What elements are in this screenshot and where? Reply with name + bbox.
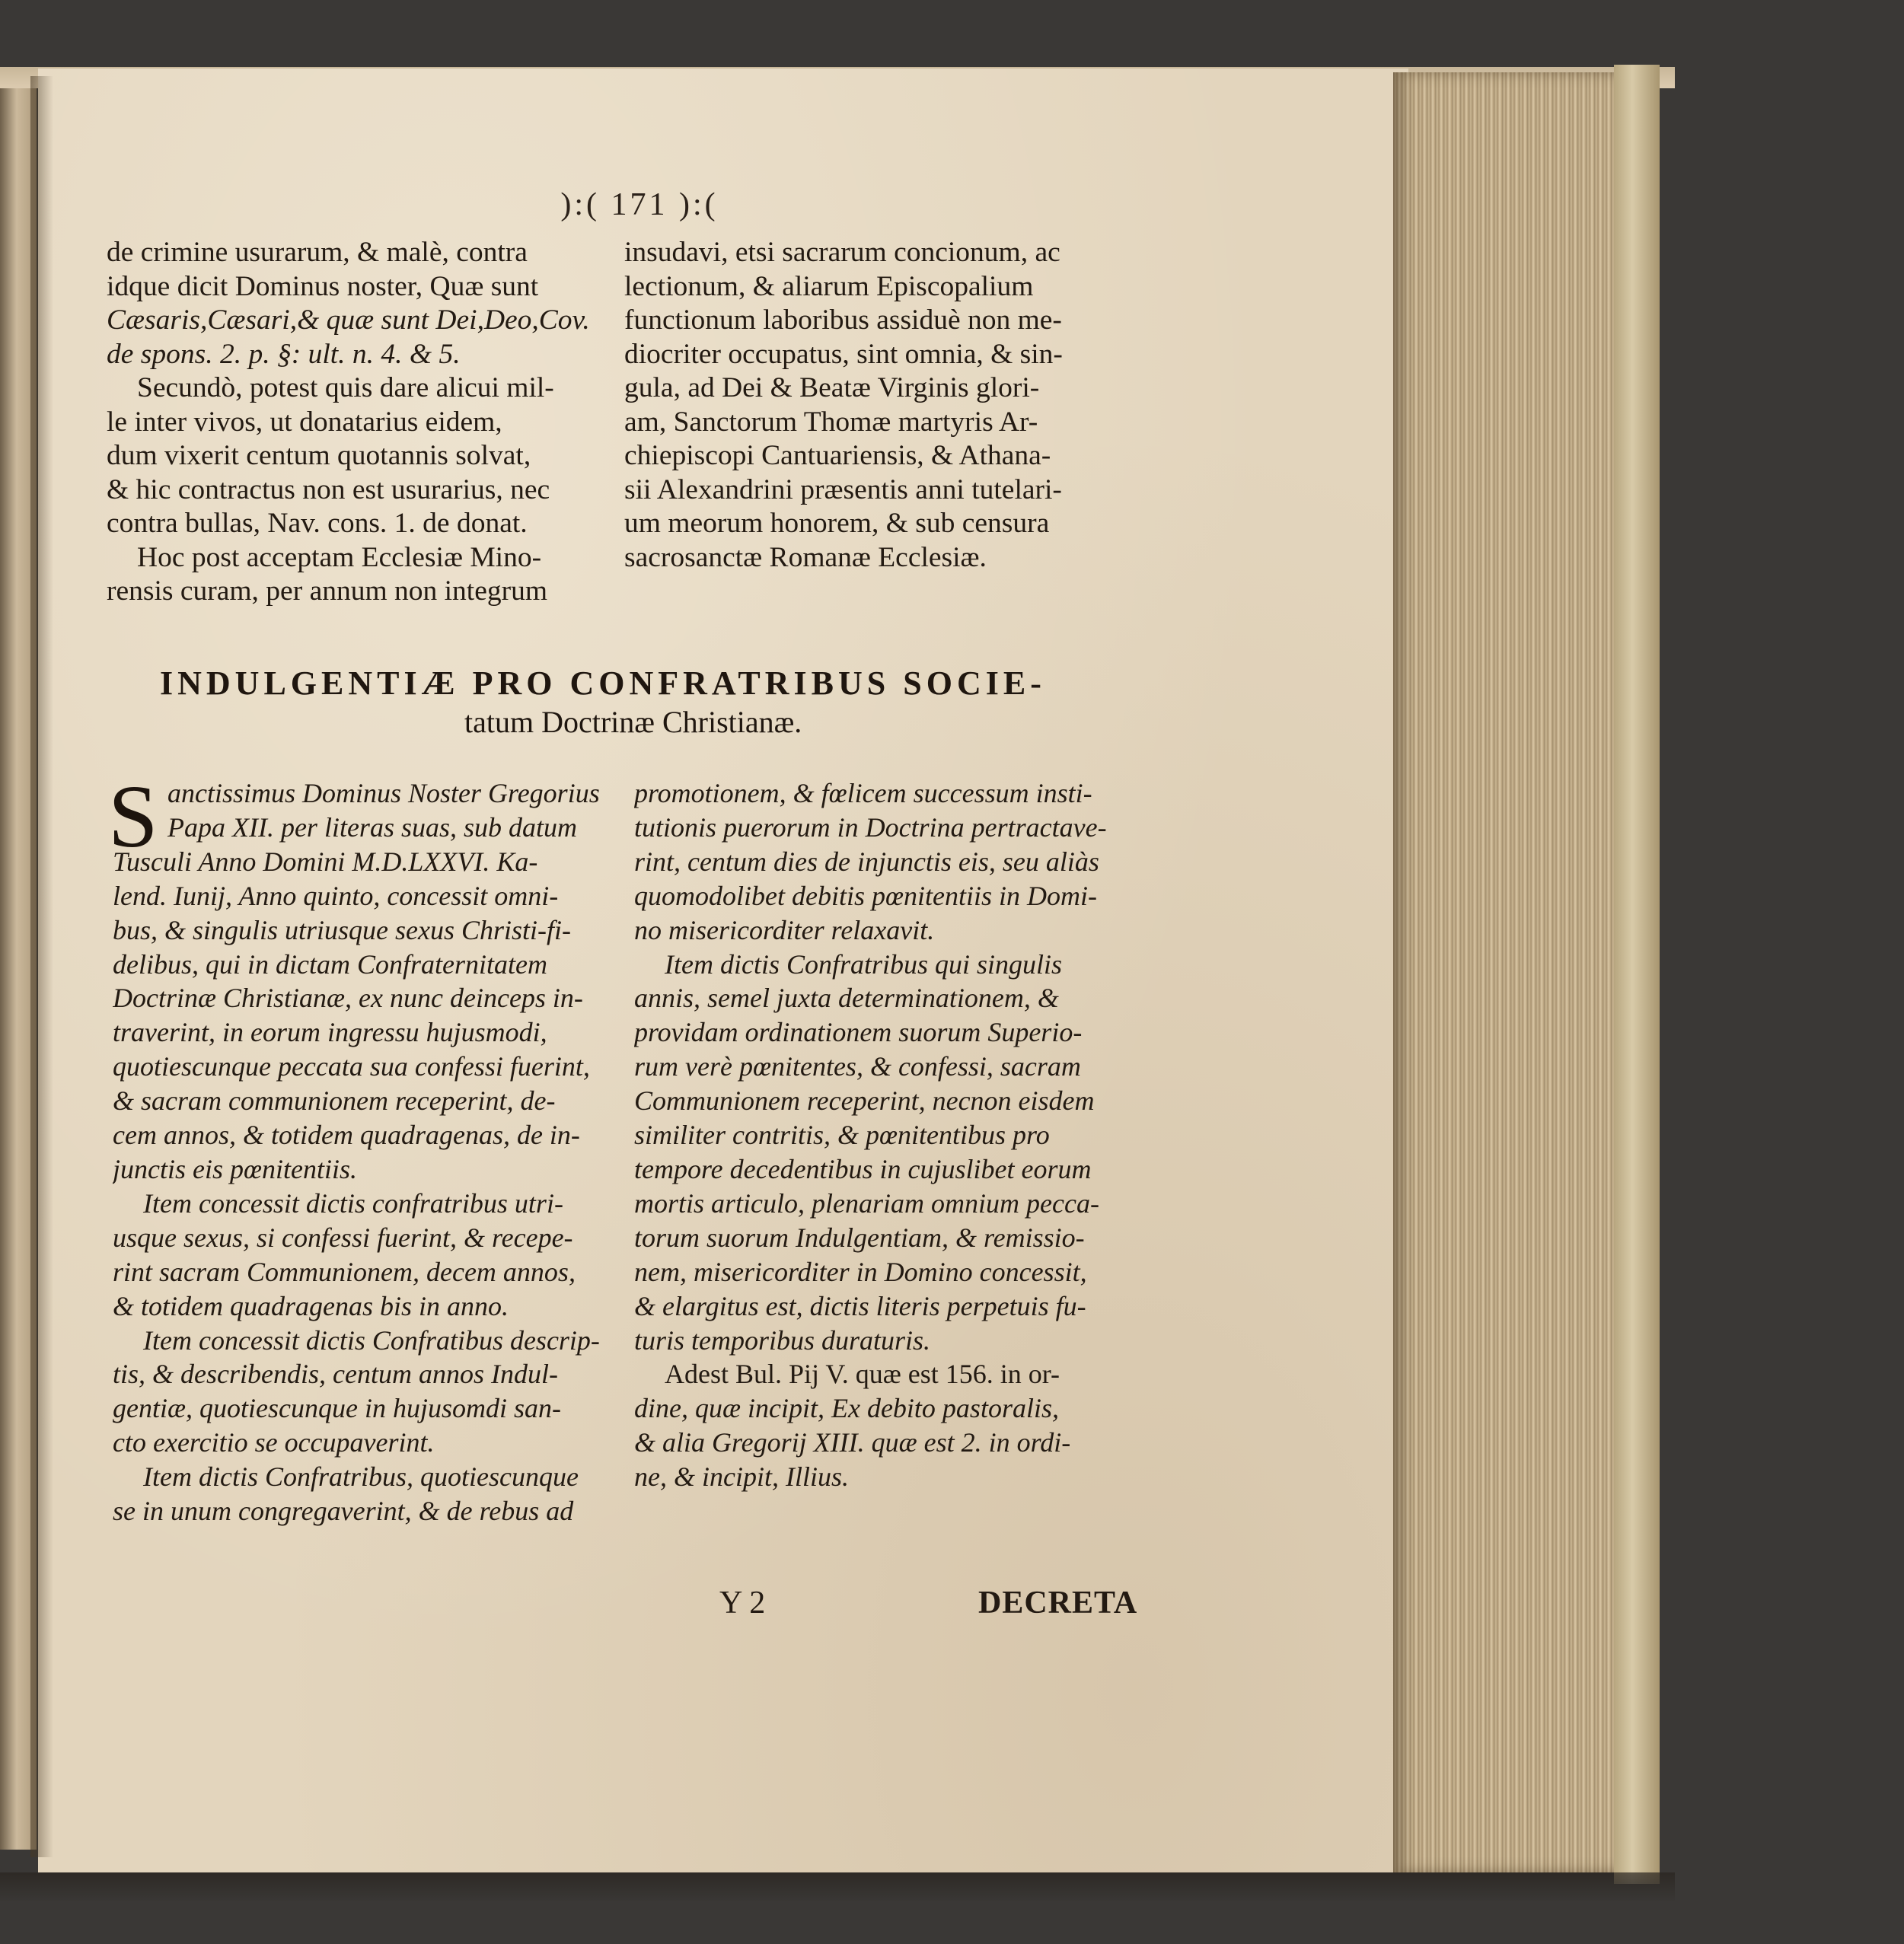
text-line: anctissimus Dominus Noster Gregorius: [167, 778, 600, 808]
text-column-bottom-left: [113, 776, 615, 1528]
text-line: idque dicit Dominus noster, Quæ sunt: [107, 270, 539, 302]
text-column-top-left: [107, 236, 613, 609]
text-line: & elargitus est, dictis literis perpetuis fu-: [634, 1290, 1086, 1321]
text-line: gentiæ, quotiescunque in hujusomdi san-: [113, 1393, 561, 1424]
text-line: Secundò, potest quis dare alicui mil-: [137, 372, 554, 403]
text-line: rint sacram Communionem, decem annos,: [113, 1256, 576, 1287]
text-line: usque sexus, si confessi fuerint, & recepe-: [113, 1222, 573, 1253]
text-line: diocriter occupatus, sint omnia, & sin-: [624, 338, 1063, 370]
section-subheading: tatum Doctrinæ Christianæ.: [464, 705, 802, 739]
text-line: Item dictis Confratribus qui singulis: [665, 948, 1063, 980]
text-line: um meorum honorem, & sub censura: [624, 508, 1050, 539]
text-line: Communionem receperint, necnon eisdem: [634, 1085, 1095, 1117]
text-line: Item concessit dictis confratribus utri-: [143, 1187, 563, 1219]
text-line: bus, & singulis utriusque sexus Christi-fi-: [113, 914, 572, 945]
text-line: & alia Gregorij XIII. quæ est 2. in ordi-: [634, 1427, 1071, 1458]
text-line: torum suorum Indulgentiam, & remissio-: [634, 1222, 1085, 1253]
text-line: de crimine usurarum, & malè, contra: [107, 237, 528, 268]
text-line: sacrosanctæ Romanæ Ecclesiæ.: [624, 541, 987, 573]
text-line: dine, quæ incipit, Ex debito pastoralis,: [634, 1393, 1059, 1424]
text-line: & sacram communionem receperint, de-: [113, 1085, 556, 1117]
text-column-top-right: [624, 236, 1127, 575]
text-line: delibus, qui in dictam Confraternitatem: [113, 948, 547, 980]
text-line: cem annos, & totidem quadragenas, de in-: [113, 1120, 580, 1151]
text-line: tutionis puerorum in Doctrina pertractave-: [634, 811, 1107, 843]
text-line: junctis eis pœnitentiis.: [113, 1153, 357, 1184]
text-line: lend. Iunij, Anno quinto, concessit omni-: [113, 880, 559, 911]
text-line: le inter vivos, ut donatarius eidem,: [107, 406, 502, 438]
text-line: rint, centum dies de injunctis eis, seu aliàs: [634, 846, 1099, 877]
text-column-bottom-right: [634, 776, 1144, 1494]
text-line: Papa XII. per literas suas, sub datum: [167, 811, 577, 843]
text-line: providam ordinationem suorum Superio-: [634, 1017, 1083, 1048]
text-line: chiepiscopi Cantuariensis, & Athana-: [624, 440, 1051, 471]
text-line: se in unum congregaverint, & de rebus ad: [113, 1496, 574, 1527]
text-line: similiter contritis, & pœnitentibus pro: [634, 1120, 1050, 1151]
text-line: mortis articulo, plenariam omnium pecca-: [634, 1187, 1099, 1219]
text-line: tis, & describendis, centum annos Indul-: [113, 1359, 558, 1390]
running-head-page-number: ):( 171 ):(: [560, 187, 719, 222]
text-line: gula, ad Dei & Beatæ Virginis glori-: [624, 372, 1040, 403]
text-line: cto exercitio se occupaverint.: [113, 1427, 435, 1458]
signature-mark: Y 2: [719, 1585, 766, 1621]
catchword: DECRETA: [978, 1585, 1138, 1621]
text-line: traverint, in eorum ingressu hujusmodi,: [113, 1017, 547, 1048]
cover-edge: [1614, 65, 1660, 1884]
text-line: insudavi, etsi sacrarum concionum, ac: [624, 237, 1060, 268]
text-line: lectionum, & aliarum Episcopalium: [624, 270, 1034, 302]
text-line: Hoc post acceptam Ecclesiæ Mino-: [137, 541, 542, 573]
text-line: functionum laboribus assiduè non me-: [624, 304, 1062, 336]
text-line: rum verè pœnitentes, & confessi, sacram: [634, 1051, 1081, 1082]
text-line: Doctrinæ Christianæ, ex nunc deinceps in-: [113, 983, 583, 1014]
text-line: dum vixerit centum quotannis solvat,: [107, 440, 531, 471]
text-line: Adest Bul. Pij V. quæ est 156. in or-: [665, 1359, 1060, 1390]
text-line: rensis curam, per annum non integrum: [107, 575, 548, 607]
text-line: & totidem quadragenas bis in anno.: [113, 1290, 509, 1321]
text-line: de spons. 2. p. §: ult. n. 4. & 5.: [107, 338, 461, 370]
text-line: quomodolibet debitis pœnitentiis in Domi-: [634, 880, 1097, 911]
text-line: no misericorditer relaxavit.: [634, 914, 935, 945]
text-line: Item concessit dictis Confratibus descrip-: [143, 1324, 600, 1356]
text-line: Item dictis Confratribus, quotiescunque: [143, 1461, 579, 1493]
text-line: am, Sanctorum Thomæ martyris Ar-: [624, 406, 1038, 438]
text-line: promotionem, & fœlicem successum insti-: [634, 778, 1092, 808]
drop-capital: S: [108, 766, 158, 866]
page-gutter: [30, 76, 53, 1857]
text-line: contra bullas, Nav. cons. 1. de donat.: [107, 508, 528, 539]
text-line: turis temporibus duraturis.: [634, 1324, 931, 1356]
fore-edge-leaves: [1393, 72, 1629, 1872]
bottom-shadow: [0, 1872, 1675, 1903]
text-line: quotiescunque peccata sua confessi fuerint,: [113, 1051, 590, 1082]
text-line: nem, misericorditer in Domino concessit,: [634, 1256, 1087, 1287]
text-line: & hic contractus non est usurarius, nec: [107, 473, 550, 505]
text-line: Cæsaris,Cæsari,& quæ sunt Dei,Deo,Cov.: [107, 304, 590, 336]
text-line: Tusculi Anno Domini M.D.LXXVI. Ka-: [113, 846, 538, 877]
text-line: sii Alexandrini præsentis anni tutelari-: [624, 473, 1062, 505]
text-line: tempore decedentibus in cujuslibet eorum: [634, 1153, 1092, 1184]
section-heading: INDULGENTIÆ PRO CONFRATRIBUS SOCIE-: [160, 664, 1046, 702]
text-line: ne, & incipit, Illius.: [634, 1461, 849, 1493]
text-line: annis, semel juxta determinationem, &: [634, 983, 1059, 1014]
